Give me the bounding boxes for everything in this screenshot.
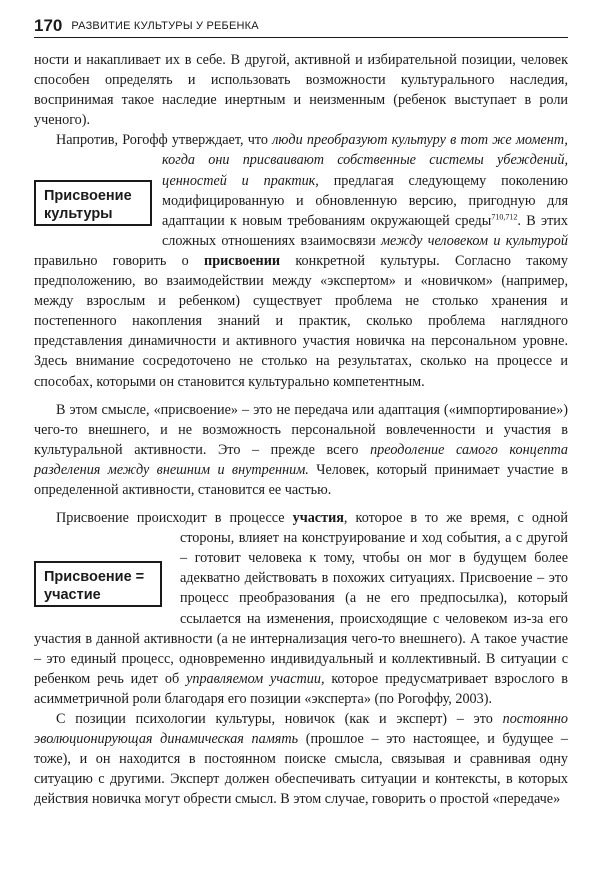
page-number: 170 bbox=[34, 16, 63, 35]
paragraph: Присвоение происходит в процессе участия, которое в то же время, с одной стороны, влияет на конструирование и ход события, а с другой – готовит человека к тому, чтобы он мог в будущем более адекватно действовать в похожих ситуациях. Присвоение – это процесс преобразования (а не его предпосылка), который ссылается на изменения, происходящие с человеком из-за его участия в данной активности (а не интернализация чего-то внешнего). А такое участие – это единый процесс, одновременно индивидуальный и коллективный. В ситуации с ребенком речь идет об управляемом участии, которое предусматривает взрослого в асимметричной роли благодаря его позиции «эксперта» (по Рогоффу, 2003). bbox=[34, 510, 568, 707]
paragraph: ности и накапливает их в себе. В другой, активной и избирательной позиции, человек способен определять и использовать возможности культурального наследия, воспринимая такое наследие инертным и неизменным (ребенок выступает в роли ученого). bbox=[34, 52, 568, 129]
paragraph: В этом смысле, «присвоение» – это не передача или адаптация («импортирование») чего-то внешнего, и не возможность персональной вовлеченности и участия в культуральной активности. Это – прежде всего преодоление самого концепта разделения между внешним и внутренним. Человек, который принимает участие в определенной активности, становится ее частью. bbox=[34, 401, 569, 498]
sidebar-box-line: участие bbox=[44, 587, 101, 603]
running-head-title: РАЗВИТИЕ КУЛЬТУРЫ У РЕБЕНКА bbox=[71, 20, 259, 32]
running-header bbox=[34, 14, 568, 38]
paragraph: С позиции психологии культуры, новичок (как и эксперт) – это постоянно эволюционирующая динамическая память (прошлое – это настоящее, и будущее – тоже), и он находится в постоянном поиске смысла, связывая и сравнивая одну ситуацию с другими. Эксперт должен обеспечивать ситуации и контексты, в которых действия новичка могут обрести смысл. В этом случае, говорить о простой «передаче» bbox=[34, 711, 569, 808]
body-text bbox=[34, 50, 568, 809]
sidebar-box-line: Присвоение = bbox=[44, 569, 145, 585]
sidebar-box-line: Присвоение bbox=[44, 188, 132, 204]
paragraph: Напротив, Рогофф утверждает, что люди преобразуют культуру в тот же момент, когда они присваивают собственные системы убеждений, ценностей и практик, предлагая следующему поколению модифицированную и обновленную версию, пригодную для адаптации к новым требованиям окружающей среды$^{710,712}$. В этих сложных отношениях взаимосвязи между человеком и культурой правильно говорить о присвоении конкретной культуры. Согласно такому предположению, во взаимодействии между «экспертом» и «новичком» (например, между взрослым и ребенком) существует проблема не столько хранения и постепенного накопления знаний и практик, сколько проблема наглядного представления динамичности и активного участия новичка на персональном уровне. Здесь внимание сосредоточено не столько на результатах, сколько на процессе и способах, которыми он становится культурально компетентным. bbox=[34, 132, 568, 390]
sidebar-box-line: культуры bbox=[44, 206, 113, 222]
